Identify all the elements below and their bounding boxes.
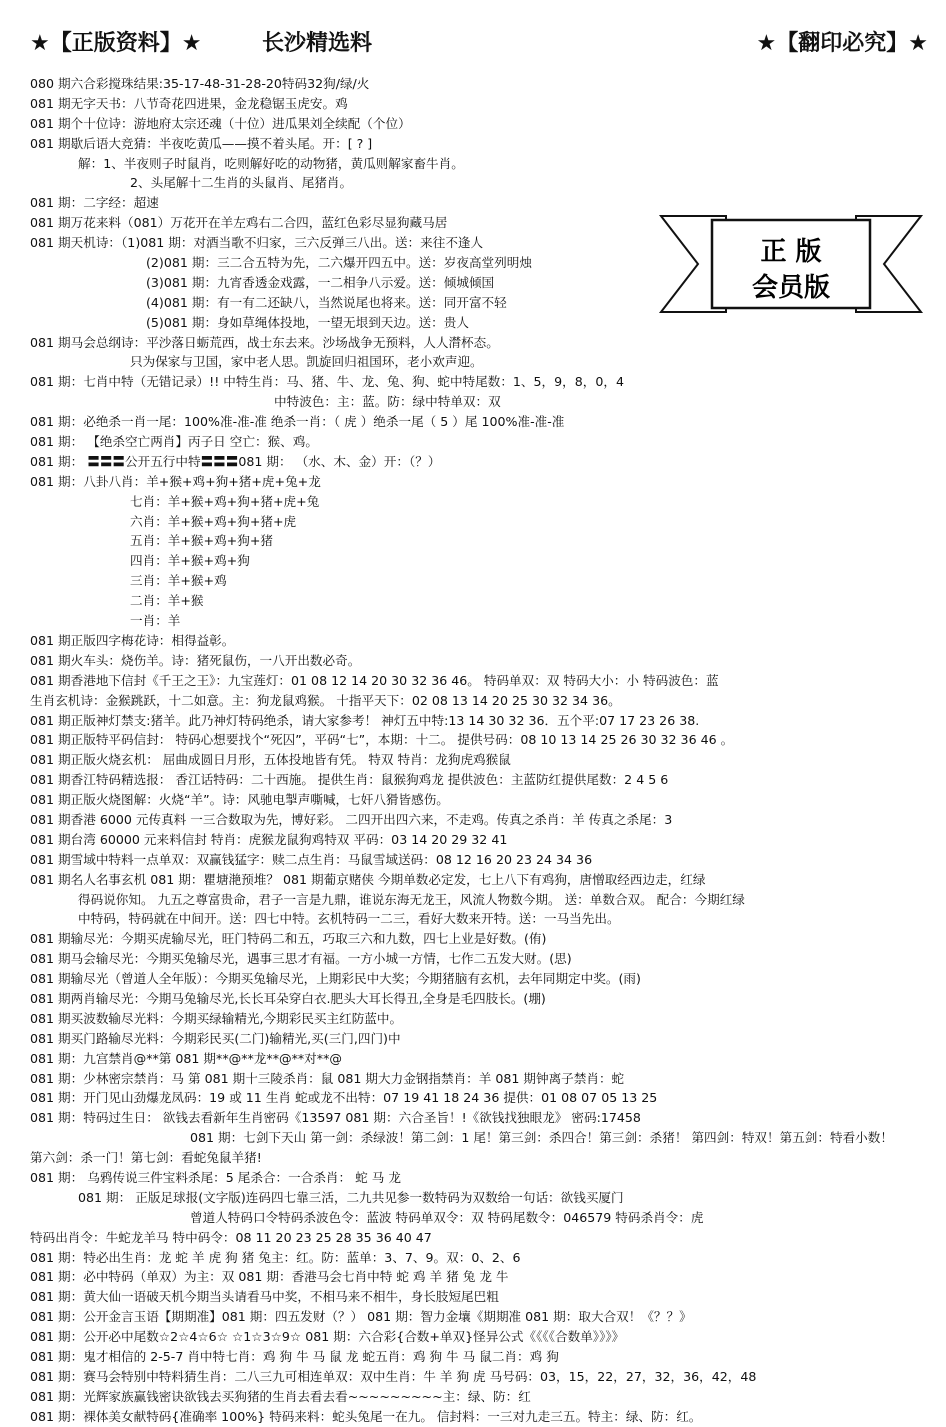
header-left-banner: ★【正版资料】★ bbox=[30, 31, 202, 56]
text-line: 081 期马会总纲诗：平沙落日蛎荒西，战士东去来。沙场战争无预料，人人潸杯态。 bbox=[30, 334, 499, 350]
text-line: (2)081 期：三二合五特为先，二六爆开四五中。送：岁夜高堂列明烛 bbox=[146, 255, 532, 271]
text-line: 第六剑：杀一门！第七剑：看蛇兔鼠羊猪! bbox=[30, 1150, 262, 1166]
text-line: 曾道人特码口令特码杀波色令：蓝波 特码单双令：双 特码尾数令：046579 特码杀肖令：虎 bbox=[190, 1209, 704, 1225]
text-line: 081 期输尽光（曾道人全年版）：今期买兔输尽光，上期彩民中大奖；今期猪脑有玄机，去年同期定中奖。(雨) bbox=[30, 971, 641, 987]
page-title: 长沙精选料 bbox=[262, 31, 373, 56]
text-line: 081 期马会输尽光：今期买兔输尽光，遇事三思才有福。一方小城一方情，七作二五发大财。(思) bbox=[30, 951, 572, 967]
text-line: 081 期：少林密宗禁肖：马 第 081 期十三陵杀肖：鼠 081 期大力金钢指禁肖：羊 081 期钟离子禁肖：蛇 bbox=[30, 1070, 625, 1086]
text-line: 081 期：光辉家族赢钱密诀欲钱去买狗猪的生肖去看去看~~~~~~~~~主：绿、防：红 bbox=[30, 1388, 531, 1404]
text-line: 081 期万花来料（081）万花开在羊左鸡右二合四，蓝红色彩尽显狗藏马居 bbox=[30, 215, 448, 231]
text-line: 七肖：羊+猴+鸡+狗+猪+虎+兔 bbox=[130, 493, 320, 509]
text-line: 081 期正版火烧图解：火烧“羊”。诗：风驰电掣声嘶喊，七奸八猾皆感伤。 bbox=[30, 792, 449, 808]
text-line: 081 期名人名事玄机 081 期：瞿塘滟预堆？ 081 期葡京赌侠 今期单数必定发，七上八下有鸡狗，唐憎取经西边走，红绿 bbox=[30, 871, 706, 887]
text-line: 081 期买门路输尽光料：今期彩民买(二门)输精光,买(三门,四门)中 bbox=[30, 1030, 401, 1046]
text-line: 081 期买波数输尽光料：今期买绿输精光,今期彩民买主红防蓝中。 bbox=[30, 1010, 403, 1026]
text-line: 得码说你知。 九五之尊富贵命，君子一言是九鼎，谁说东海无龙王，风流人物数今期。 送：单数合双。 配合：今期红绿 bbox=[78, 891, 745, 907]
text-line: 081 期：鬼才相信的 2-5-7 肖中特七肖：鸡 狗 牛 马 鼠 龙 蛇五肖：鸡 狗 牛 马 鼠二肖：鸡 狗 bbox=[30, 1349, 559, 1364]
text-line: 解：1、半夜则子时鼠肖，吃则解好吃的动物猪，黄瓜则解家畜牛肖。 bbox=[78, 155, 464, 171]
text-line: 一肖：羊 bbox=[130, 613, 181, 629]
text-line: 081 期：必中特码（单双）为主：双 081 期：香港马会七肖中特 蛇 鸡 羊 猪 兔 龙 牛 bbox=[30, 1269, 509, 1285]
text-line: 五肖：羊+猴+鸡+狗+猪 bbox=[130, 533, 273, 549]
text-line: 081 期火车头：烧伤羊。诗：猪死鼠伤，一八开出数必奇。 bbox=[30, 652, 361, 668]
text-line: 081 期：开门见山劲爆龙凤码：19 或 11 生肖 蛇或龙不出特：07 19 41 18 24 36 提供：01 08 07 05 13 25 bbox=[30, 1090, 658, 1106]
text-line: 081 期：裸体美女献特码{准确率 100%} 特码来料：蛇头兔尾一在九。 信封料：一三对九走三五。特主：绿、防：红。 bbox=[30, 1408, 702, 1424]
text-line: 二肖：羊+猴 bbox=[130, 593, 204, 609]
text-line: 生肖玄机诗：金猴跳跃，十二如意。主：狗龙鼠鸡猴。 十指平天下：02 08 13 14 20 25 30 32 34 36。 bbox=[30, 692, 621, 708]
text-line: 081 期：公开必中尾数☆2☆4☆6☆ ☆1☆3☆9☆ 081 期：六合彩{合数+单双}怪异公式《《《《合数单》》》》 bbox=[30, 1329, 625, 1345]
text-line: 中特码，特码就在中间开。送：四七中特。玄机特码一二三，看好大数来开特。送：一马当先出。 bbox=[78, 911, 620, 927]
text-line: 081 期台湾 60000 元来料信封 特肖：虎猴龙鼠狗鸡特双 平码：03 14 20 29 32 41 bbox=[30, 831, 508, 847]
badge-line-1: 正 版 bbox=[760, 237, 822, 267]
text-line: 081 期歇后语大竞猜：半夜吃黄瓜——摸不着头尾。开：[ ? ] bbox=[30, 135, 373, 151]
text-line: (5)081 期：身如草绳体投地，一望无垠到天边。送：贵人 bbox=[146, 314, 469, 330]
text-line: 081 期两肖输尽光：今期马兔输尽光,长长耳朵穿白衣.肥头大耳长得丑,全身是毛四肢长。(堋) bbox=[30, 990, 546, 1006]
text-line: 三肖：羊+猴+鸡 bbox=[130, 573, 227, 589]
text-line: 081 期天机诗：（1)081 期：对酒当歌不归家，三六反弹三八出。送：来往不逢人 bbox=[30, 235, 484, 251]
text-line: 081 期：七剑下天山 第一剑：杀绿波！第二剑：1 尾！第三剑：杀四合！第三剑：杀猪！ 第四剑：特双！第五剑：特看小数！ bbox=[190, 1130, 893, 1146]
text-line: 080 期六合彩搅珠结果:35-17-48-31-28-20特码32狗/绿/火 bbox=[30, 76, 370, 91]
text-line: 081 期个十位诗：游地府太宗还魂（十位）进瓜果刘全续配（个位） bbox=[30, 115, 411, 131]
text-line: 081 期： 乌鸦传说三件宝料杀尾：5 尾杀合：一合杀肖： 蛇 马 龙 bbox=[30, 1169, 401, 1185]
member-edition-badge bbox=[656, 214, 926, 314]
text-line: 081 期无字天书：八节奇花四进果，金龙稳锯玉虎安。鸡 bbox=[30, 95, 348, 111]
text-line: 081 期正版特平码信封： 特码心想要找个“死囚”，平码“七”，本期：十二。 提供号码：08 10 13 14 25 26 30 32 36 46 。 bbox=[30, 732, 734, 748]
text-line: 081 期：必绝杀一肖一尾：100%准-准-准 绝杀一肖：（ 虎 ）绝杀一尾（ 5 ）尾 100%准-准-准 bbox=[30, 414, 565, 430]
text-line: 081 期：八卦八肖：羊+猴+鸡+狗+猪+虎+兔+龙 bbox=[30, 473, 321, 489]
text-line: 081 期：黄大仙一语破天机今期当头请看马中奖，不相马来不相牛，身长肢短尾巴粗 bbox=[30, 1289, 499, 1305]
text-line: 只为保家与卫国，家中老人思。凯旋回归祖国环，老小欢声迎。 bbox=[130, 354, 483, 370]
text-line: 081 期输尽光：今期买虎输尽光，旺门特码二和五，巧取三六和九数，四七上业是好数。(侑) bbox=[30, 931, 547, 947]
text-line: 081 期：特必出生肖：龙 蛇 羊 虎 狗 猪 兔主：红。防：蓝单：3、7、9。双：0、2、6 bbox=[30, 1249, 521, 1265]
badge-line-2: 会员版 bbox=[751, 273, 831, 303]
text-line: 081 期：七肖中特（无错记录）!! 中特生肖：马、猪、牛、龙、兔、狗、蛇中特尾数：1、5，9，8，0，4 bbox=[30, 374, 624, 390]
text-line: 081 期：赛马会特别中特料猜生肖：二八三九可相连单双：双中生肖：牛 羊 狗 虎 马号码：03，15，22，27，32，36，42，48 bbox=[30, 1368, 757, 1384]
text-line: 081 期香港 6000 元传真料 一三合数取为先，博好彩。 二四开出四六来，不走鸡。传真之杀肖：羊 传真之杀尾：3 bbox=[30, 811, 673, 827]
text-line: 081 期香港地下信封《千王之王》：九宝莲灯：01 08 12 14 20 30 32 36 46。 特码单双：双 特码大小：小 特码波色：蓝 bbox=[30, 672, 719, 688]
text-line: 081 期： 正版足球报(文字版)连码四七靠三活，二九共见参一数特码为双数给一句话：欲钱买厦门 bbox=[78, 1189, 624, 1205]
text-line: 081 期：公开金言玉语【期期准】081 期：四五发财（？） 081 期：智力金壤《期期准 081 期：取大合双！《？？》 bbox=[30, 1309, 692, 1325]
text-line: 特码出肖令：牛蛇龙羊马 特中码令：08 11 20 23 25 28 35 36 40 47 bbox=[30, 1229, 432, 1245]
text-line: 081 期：九宫禁肖@**第 081 期**@**龙**@**对**@ bbox=[30, 1050, 342, 1066]
text-line: 081 期： 【绝杀空亡两肖】丙子日 空亡：猴、鸡。 bbox=[30, 434, 318, 450]
text-line: 081 期正版四字梅花诗：相得益彰。 bbox=[30, 632, 235, 648]
text-line: 081 期正版火烧玄机： 屈曲成圆日月形，五体投地皆有凭。 特双 特肖：龙狗虎鸡猴鼠 bbox=[30, 752, 511, 768]
text-line: 六肖：羊+猴+鸡+狗+猪+虎 bbox=[130, 513, 297, 529]
text-line: 081 期：二字经：超速 bbox=[30, 195, 159, 211]
text-line: 081 期香江特码精选报： 香江话特码：二十西施。 提供生肖：鼠猴狗鸡龙 提供波色：主蓝防红提供尾数：2 4 5 6 bbox=[30, 772, 669, 788]
page-header bbox=[0, 0, 946, 72]
text-line: 081 期： 〓〓〓公开五行中特〓〓〓081 期： （水、木、金）开：（？） bbox=[30, 453, 441, 469]
text-line: (3)081 期：九宵香透金戏露，一二相争八示爱。送：倾城倾国 bbox=[146, 274, 495, 290]
text-line: 四肖：羊+猴+鸡+狗 bbox=[130, 553, 250, 569]
text-line: 中特波色：主：蓝。防：绿中特单双：双 bbox=[274, 394, 501, 410]
text-line: 081 期雪域中特料一点单双：双赢钱猛字：赎二点生肖：马鼠雪域送码：08 12 16 20 23 24 34 36 bbox=[30, 851, 593, 867]
header-right-banner: ★【翻印必究】★ bbox=[756, 31, 928, 56]
text-line: (4)081 期：有一有二还缺八，当然说尾也将来。送：同开富不轻 bbox=[146, 294, 507, 310]
text-line: 081 期正版神灯禁支:猪羊。此乃神灯特码绝杀，请大家参考！ 神灯五中特:13 14 30 32 36．五个平:07 17 23 26 38. bbox=[30, 712, 700, 728]
text-line: 081 期：特码过生日： 欲钱去看新年生肖密码《13597 081 期：六合圣旨！!《欲钱找独眼龙》 密码:17458 bbox=[30, 1110, 641, 1126]
text-line: 2、头尾解十二生肖的头鼠肖、尾猪肖。 bbox=[130, 175, 353, 191]
